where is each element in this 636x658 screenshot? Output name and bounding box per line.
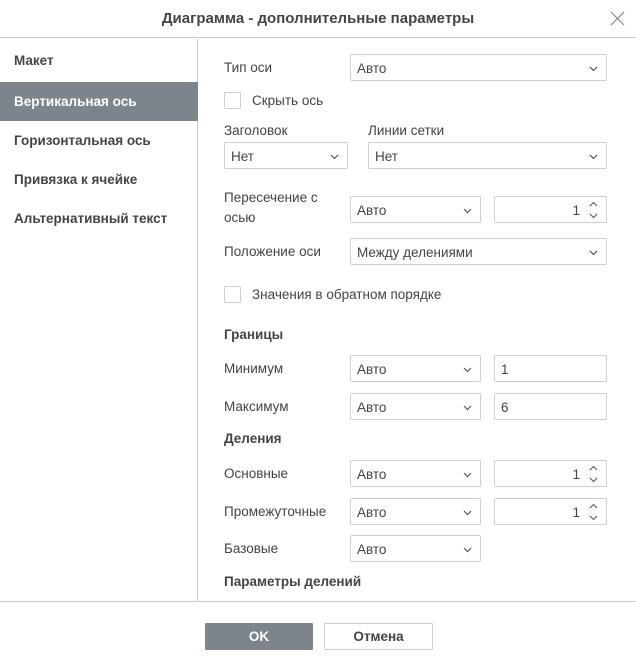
- min-select[interactable]: [350, 355, 481, 382]
- crosses-value: Авто: [357, 203, 387, 218]
- reverse-order-label: Значения в обратном порядке: [252, 287, 442, 302]
- chevron-down-icon: [463, 403, 472, 412]
- spinner-down-icon[interactable]: [589, 514, 598, 522]
- dialog-header: [0, 0, 636, 38]
- bounds-header: Границы: [224, 327, 284, 342]
- chevron-down-icon: [589, 64, 598, 73]
- dialog-title: Диаграмма - дополнительные параметры: [161, 10, 475, 27]
- base-ticks-value: Авто: [357, 542, 387, 557]
- tick-options-header: Параметры делений: [224, 574, 362, 589]
- major-ticks-spinner[interactable]: [494, 460, 607, 487]
- gridlines-label: Линии сетки: [368, 123, 445, 138]
- axis-type-select[interactable]: [350, 54, 607, 81]
- close-icon[interactable]: [609, 10, 626, 27]
- crosses-select[interactable]: [350, 196, 481, 223]
- crosses-number-spinner[interactable]: [494, 196, 607, 223]
- max-number-value: 6: [501, 400, 509, 415]
- ticks-header: Деления: [224, 431, 282, 446]
- chevron-down-icon: [463, 470, 472, 479]
- minor-ticks-value: Авто: [357, 505, 387, 520]
- min-value: Авто: [357, 362, 387, 377]
- axis-type-value: Авто: [357, 61, 387, 76]
- crosses-label-line2: осью: [224, 210, 256, 225]
- min-number-input[interactable]: [494, 355, 607, 382]
- spinner-up-icon[interactable]: [589, 502, 598, 510]
- spinner-down-icon[interactable]: [589, 212, 598, 220]
- max-number-input[interactable]: [494, 393, 607, 420]
- reverse-order-checkbox[interactable]: [224, 286, 241, 303]
- settings-panel: [199, 39, 636, 601]
- sidebar-item-cell-snapping[interactable]: Привязка к ячейке: [14, 172, 138, 187]
- sidebar-item-horizontal-axis[interactable]: Горизонтальная ось: [14, 133, 151, 148]
- chevron-down-icon: [463, 365, 472, 374]
- minor-ticks-label: Промежуточные: [224, 504, 327, 519]
- sidebar-item-vertical-axis[interactable]: Вертикальная ось: [0, 82, 198, 121]
- hide-axis-label: Скрыть ось: [252, 93, 324, 108]
- axis-title-select[interactable]: [224, 142, 348, 169]
- chevron-down-icon: [463, 545, 472, 554]
- gridlines-select[interactable]: [368, 142, 607, 169]
- major-ticks-select[interactable]: [350, 460, 481, 487]
- min-number-value: 1: [501, 362, 509, 377]
- axis-title-value: Нет: [231, 149, 254, 164]
- major-ticks-number: 1: [572, 467, 580, 482]
- min-label: Минимум: [224, 361, 284, 376]
- crosses-number-value: 1: [572, 203, 580, 218]
- axis-position-label: Положение оси: [224, 244, 321, 259]
- base-ticks-label: Базовые: [224, 541, 279, 556]
- crosses-label-line1: Пересечение с: [224, 190, 318, 205]
- minor-ticks-spinner[interactable]: [494, 498, 607, 525]
- axis-position-select[interactable]: [350, 238, 607, 265]
- chevron-down-icon: [330, 152, 339, 161]
- chevron-down-icon: [589, 248, 598, 257]
- hide-axis-checkbox[interactable]: [224, 92, 241, 109]
- sidebar: [0, 39, 198, 601]
- major-ticks-label: Основные: [224, 466, 289, 481]
- axis-position-value: Между делениями: [357, 245, 473, 260]
- chevron-down-icon: [463, 508, 472, 517]
- major-ticks-value: Авто: [357, 467, 387, 482]
- max-select[interactable]: [350, 393, 481, 420]
- spinner-up-icon[interactable]: [589, 200, 598, 208]
- max-label: Максимум: [224, 399, 289, 414]
- ok-button[interactable]: OK: [205, 623, 313, 650]
- spinner-down-icon[interactable]: [589, 476, 598, 484]
- chevron-down-icon: [463, 206, 472, 215]
- axis-type-label: Тип оси: [224, 60, 273, 75]
- max-value: Авто: [357, 400, 387, 415]
- axis-title-label: Заголовок: [224, 123, 288, 138]
- minor-ticks-number: 1: [572, 505, 580, 520]
- dialog-footer: [0, 601, 636, 658]
- spinner-up-icon[interactable]: [589, 464, 598, 472]
- sidebar-item-alt-text[interactable]: Альтернативный текст: [14, 211, 168, 226]
- sidebar-item-layout[interactable]: Макет: [14, 53, 54, 68]
- gridlines-value: Нет: [375, 149, 398, 164]
- chevron-down-icon: [589, 152, 598, 161]
- cancel-button[interactable]: Отмена: [324, 623, 433, 650]
- minor-ticks-select[interactable]: [350, 498, 481, 525]
- base-ticks-select[interactable]: [350, 535, 481, 562]
